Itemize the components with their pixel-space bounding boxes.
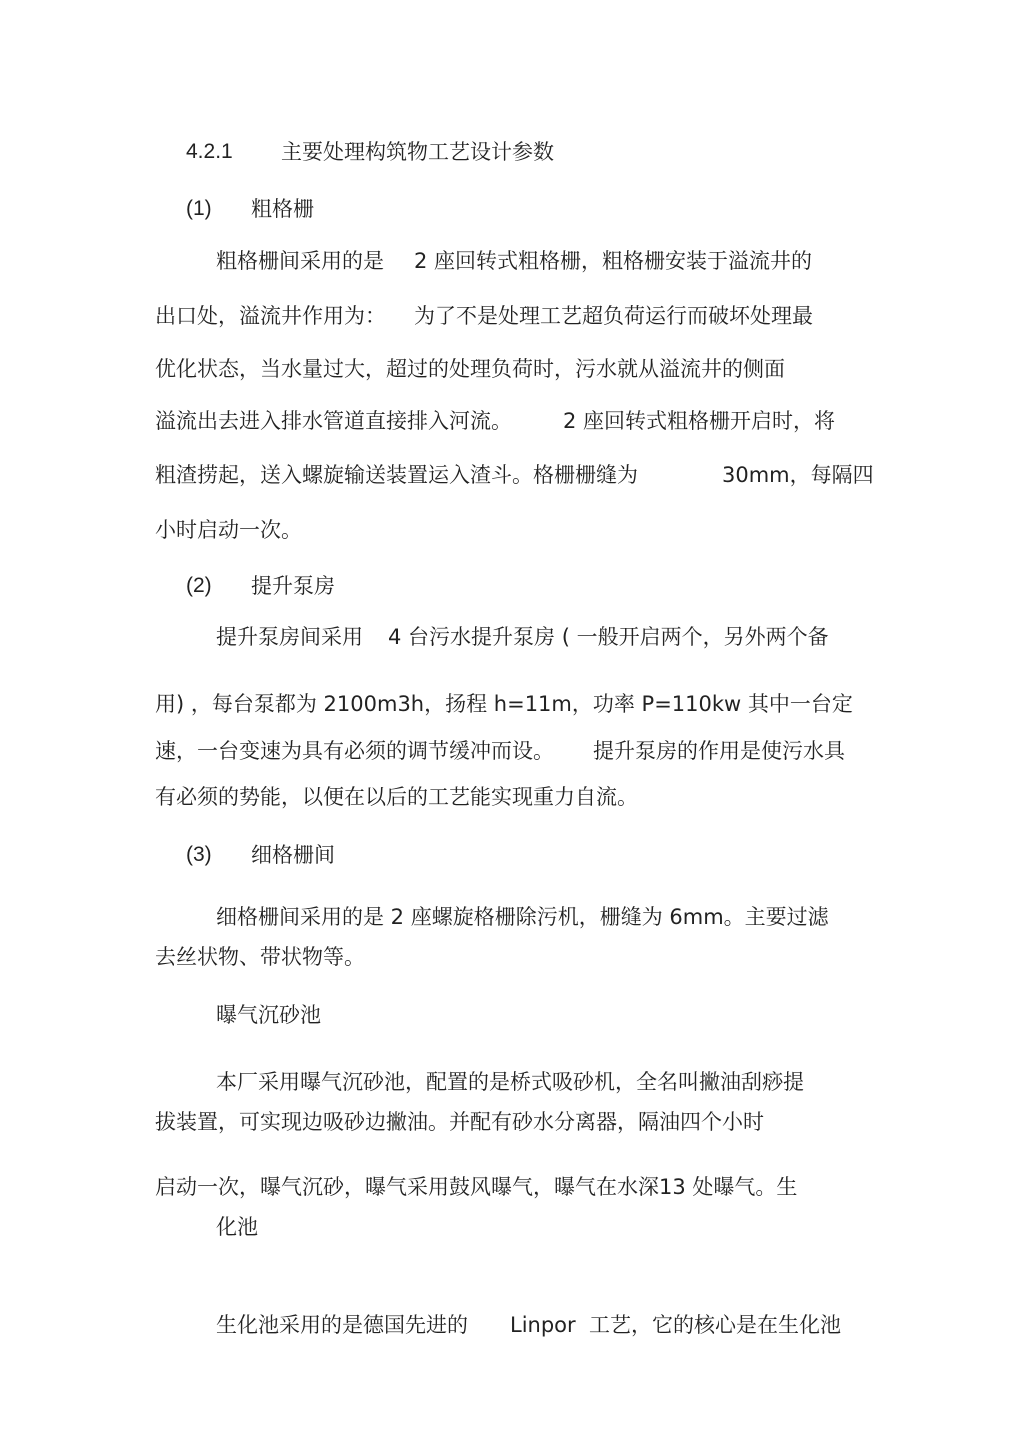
heading-title: 主要处理构筑物工艺设计参数	[281, 140, 554, 164]
paragraph-line: 用) ，每台泵都为 2100m3h，扬程 h=11m，功率 P=110kw 其中一台定	[155, 692, 853, 716]
paragraph-line: 生化池采用的是德国先进的	[216, 1313, 468, 1337]
paragraph-line: Linpor 工艺，它的核心是在生化池	[510, 1313, 842, 1337]
paragraph-line: 本厂采用曝气沉砂池，配置的是桥式吸砂机，全名叫撇油刮痧提	[216, 1070, 804, 1094]
paragraph-line: 有必须的势能，以便在以后的工艺能实现重力自流。	[155, 785, 638, 809]
section-1-title: 粗格栅	[251, 197, 314, 221]
paragraph-line: 拔装置，可实现边吸砂边撇油。并配有砂水分离器，隔油四个小时	[155, 1110, 764, 1134]
section-3-title: 细格栅间	[251, 843, 335, 867]
paragraph-line: 30mm，每隔四	[722, 463, 874, 487]
paragraph-line: 去丝状物、带状物等。	[155, 945, 365, 969]
paragraph-line: 粗格栅间采用的是	[216, 249, 384, 273]
paragraph-line: 化池	[216, 1215, 258, 1239]
section-2-number: (2)	[186, 574, 212, 597]
paragraph-line: 细格栅间采用的是 2 座螺旋格栅除污机，栅缝为 6mm。主要过滤	[216, 905, 829, 929]
paragraph-line: 2 座回转式粗格栅开启时，将	[563, 409, 836, 433]
paragraph-line: 提升泵房的作用是使污水具	[593, 739, 845, 763]
paragraph-line: 启动一次，曝气沉砂，曝气采用鼓风曝气，曝气在水深13 处曝气。生	[155, 1175, 798, 1199]
paragraph-line: 优化状态，当水量过大，超过的处理负荷时，污水就从溢流井的侧面	[155, 357, 785, 381]
section-2-title: 提升泵房	[251, 574, 335, 598]
paragraph-line: 溢流出去进入排水管道直接排入河流。	[155, 409, 512, 433]
paragraph-line: 提升泵房间采用	[216, 625, 363, 649]
heading-number: 4.2.1	[186, 140, 233, 163]
paragraph-line: 速，一台变速为具有必须的调节缓冲而设。	[155, 739, 554, 763]
paragraph-line: 为了不是处理工艺超负荷运行而破坏处理最	[414, 304, 813, 328]
paragraph-line: 2 座回转式粗格栅，粗格栅安装于溢流井的	[414, 249, 813, 273]
paragraph-line: 粗渣捞起，送入螺旋输送装置运入渣斗。格栅栅缝为	[155, 463, 638, 487]
section-1-number: (1)	[186, 197, 212, 220]
section-3-number: (3)	[186, 843, 212, 866]
paragraph-line: 出口处，溢流井作用为：	[155, 304, 386, 328]
paragraph-line: 4 台污水提升泵房 ( 一般开启两个，另外两个备	[388, 625, 829, 649]
paragraph-line: 小时启动一次。	[155, 518, 302, 542]
section-4-title: 曝气沉砂池	[216, 1003, 321, 1027]
